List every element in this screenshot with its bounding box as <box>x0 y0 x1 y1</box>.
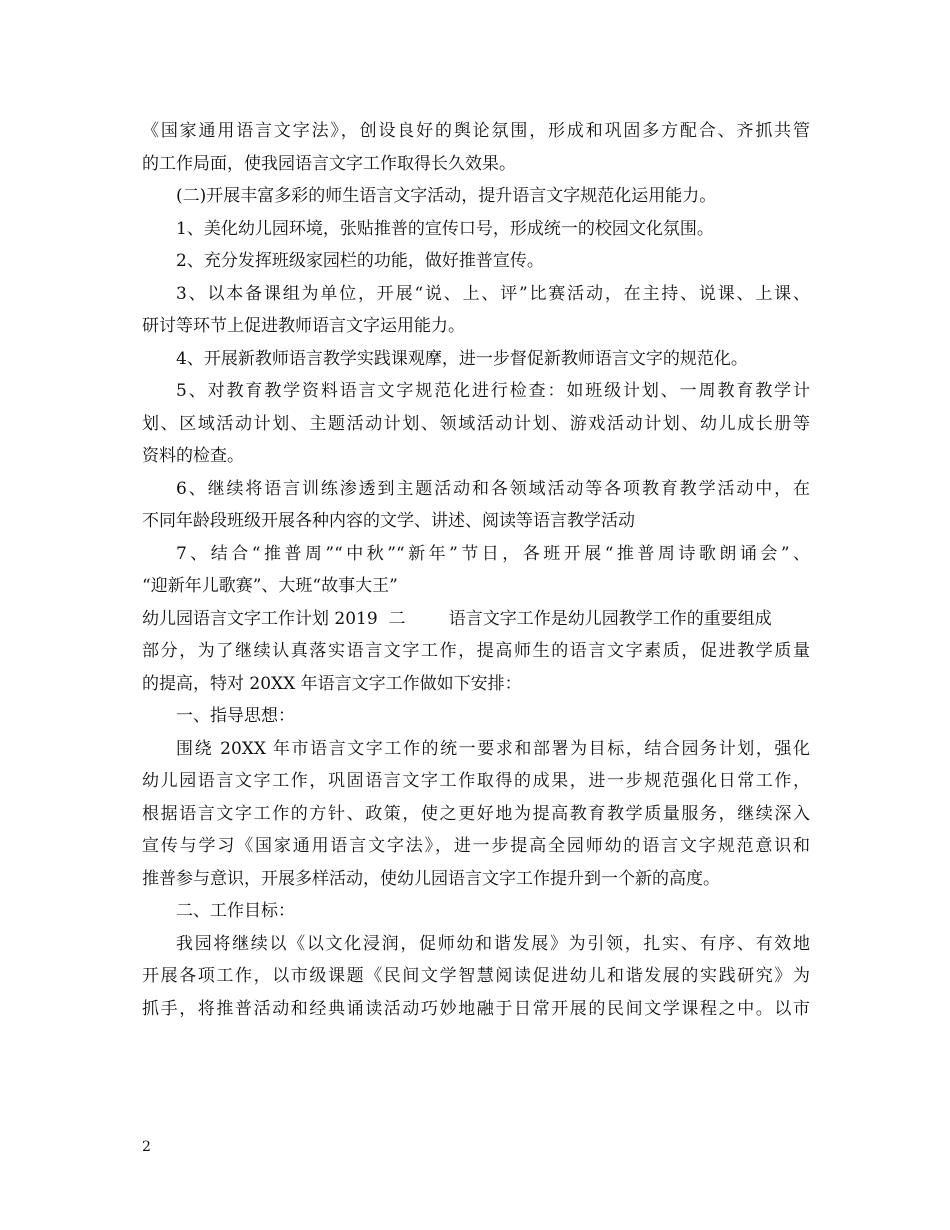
text-line: 开展各项工作，以市级课题《民间文学智慧阅读促进幼儿和谐发展的实践研究》为 <box>142 966 810 986</box>
text-line: 推普参与意识，开展多样活动，使幼儿园语言文字工作提升到一个新的高度。 <box>142 868 720 889</box>
text-line: 划、区域活动计划、主题活动计划、领域活动计划、游戏活动计划、幼儿成长册等 <box>142 413 810 434</box>
section-heading-line: 幼儿园语言文字工作计划 2019 二 语言文字工作是幼儿园教学工作的重要组成 <box>142 608 772 629</box>
section-heading: 一、指导思想： <box>176 706 295 726</box>
text-line: 部分，为了继续认真落实语言文字工作，提高师生的语言文字素质，促进教学质量 <box>142 641 810 661</box>
text-line: 的工作局面，使我园语言文字工作取得长久效果。 <box>142 153 516 174</box>
text-line: 研讨等环节上促进教师语言文字运用能力。 <box>142 316 465 336</box>
document-body <box>142 115 810 1025</box>
text-line: 围绕 20XX 年市语言文字工作的统一要求和部署为目标，结合园务计划，强化 <box>176 738 810 759</box>
text-line: 宣传与学习《国家通用语言文字法》，进一步提高全园师幼的语言文字规范意识和 <box>142 836 810 856</box>
text-line: 《国家通用语言文字法》，创设良好的舆论氛围，形成和巩固多方配合、齐抓共管 <box>142 121 810 141</box>
text-line: 6、继续将语言训练渗透到主题活动和各领域活动等各项教育教学活动中，在 <box>176 478 810 499</box>
text-line: 的提高，特对 20XX 年语言文字工作做如下安排： <box>142 673 522 694</box>
text-line: 3、以本备课组为单位，开展“说、上、评”比赛活动，在主持、说课、上课、 <box>176 283 810 304</box>
text-line: 2、充分发挥班级家园栏的功能，做好推普宣传。 <box>176 251 544 271</box>
text-line: 根据语言文字工作的方针、政策，使之更好地为提高教育教学质量服务，继续深入 <box>142 803 810 824</box>
text-line: 幼儿园语言文字工作，巩固语言文字工作取得的成果，进一步规范强化日常工作， <box>142 771 810 791</box>
text-line: 5、对教育教学资料语言文字规范化进行检查：如班级计划、一周教育教学计 <box>176 381 810 401</box>
text-line: 资料的检查。 <box>142 446 244 466</box>
section-heading: 二、工作目标： <box>176 901 295 921</box>
page-number: 2 <box>142 1139 151 1155</box>
text-line: 4、开展新教师语言教学实践课观摩，进一步督促新教师语言文字的规范化。 <box>176 348 748 369</box>
text-line: 我园将继续以《以文化浸润，促师幼和谐发展》为引领，扎实、有序、有效地 <box>176 933 810 954</box>
text-line: 抓手，将推普活动和经典诵读活动巧妙地融于日常开展的民间文学课程之中。以市 <box>142 998 810 1019</box>
text-line: 1、美化幼儿园环境，张贴推普的宣传口号，形成统一的校园文化氛围。 <box>176 218 714 239</box>
text-line: (二)开展丰富多彩的师生语言文字活动，提升语言文字规范化运用能力。 <box>176 186 717 206</box>
text-line: 不同年龄段班级开展各种内容的文学、讲述、阅读等语言教学活动 <box>142 511 635 531</box>
text-line: 7、结合“推普周”“中秋”“新年”节日，各班开展“推普周诗歌朗诵会”、 <box>176 543 810 564</box>
text-line: “迎新年儿歌赛”、大班“故事大王” <box>142 576 398 596</box>
